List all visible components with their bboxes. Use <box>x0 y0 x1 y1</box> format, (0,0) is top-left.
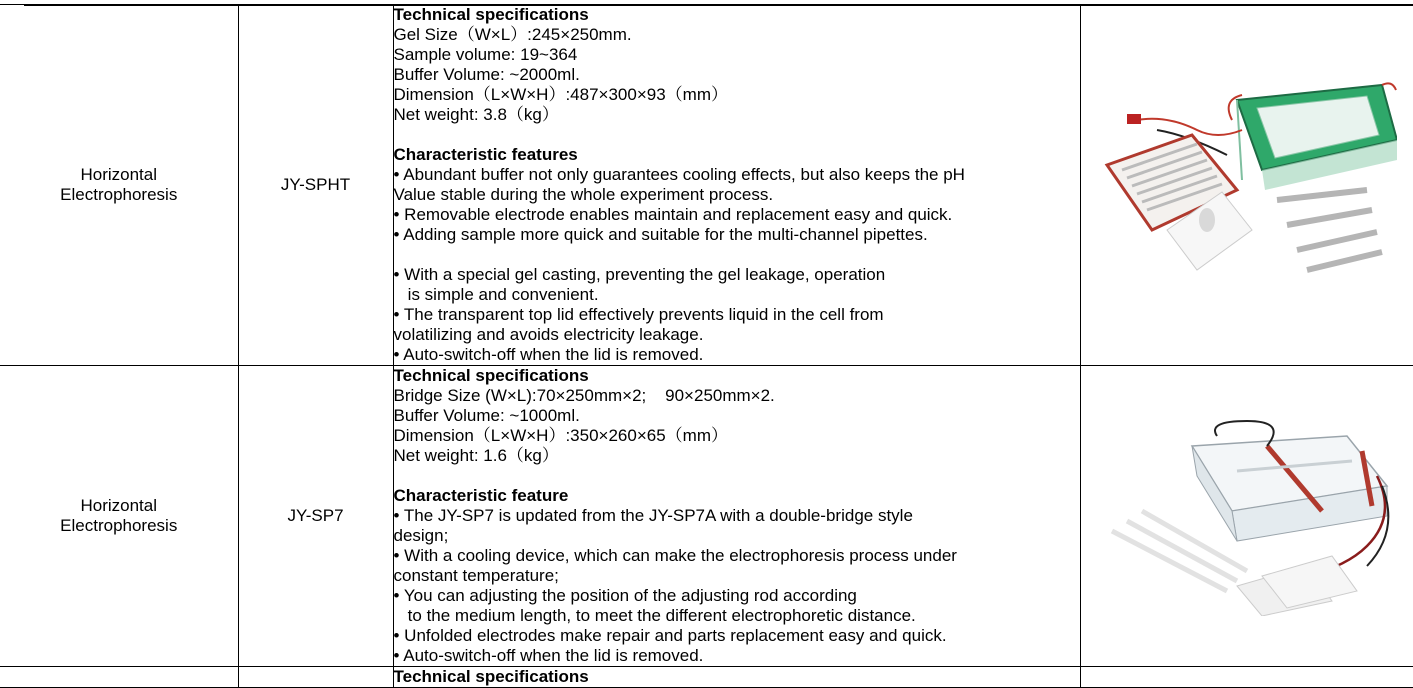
feature-line: • With a cooling device, which can make the electrophoresis process under <box>393 546 957 565</box>
feature-line: • Adding sample more quick and suitable for the multi-channel pipettes. <box>393 225 928 244</box>
feature-line: • The JY-SP7 is updated from the JY-SP7A with a double-bridge style <box>393 506 913 525</box>
product-name: Horizontal Electrophoresis <box>60 165 178 204</box>
product-name-cell <box>0 5 238 366</box>
spec-line: Dimension（L×W×H）:487×300×93（mm） <box>393 85 728 104</box>
spec-line: Sample volume: 19~364 <box>393 45 578 64</box>
feature-line: to the medium length, to meet the different electrophoretic distance. <box>393 606 916 625</box>
feature-line: • Auto-switch-off when the lid is removed. <box>393 646 704 665</box>
spec-heading: Technical specifications <box>393 5 589 24</box>
model-number: JY-SPHT <box>280 175 351 194</box>
table-row <box>0 667 1413 688</box>
model-cell <box>238 366 393 667</box>
electrophoresis-tank-photo <box>1097 80 1397 290</box>
spec-heading: Technical specifications <box>393 366 589 385</box>
product-photo-cell <box>1080 667 1413 688</box>
feature-line: volatilizing and avoids electricity leakage. <box>393 325 704 344</box>
feature-line <box>394 245 1080 265</box>
product-name: Horizontal Electrophoresis <box>60 496 178 535</box>
product-name-cell <box>0 366 238 667</box>
product-name-cell <box>0 667 238 688</box>
description-cell <box>393 366 1080 667</box>
spec-line: Buffer Volume: ~1000ml. <box>393 406 580 425</box>
feature-line: design; <box>393 526 449 545</box>
model-number: JY-SP7 <box>287 506 344 525</box>
description-cell <box>393 5 1080 366</box>
spec-heading: Technical specifications <box>393 667 589 686</box>
table-row <box>0 5 1413 366</box>
feature-line: • Removable electrode enables maintain and replacement easy and quick. <box>393 205 953 224</box>
spec-line: Net weight: 3.8（kg） <box>393 105 559 124</box>
feature-line: constant temperature; <box>393 566 559 585</box>
feature-line: • The transparent top lid effectively prevents liquid in the cell from <box>393 305 884 324</box>
feature-line: • Unfolded electrodes make repair and parts replacement easy and quick. <box>393 626 947 645</box>
spec-line: Gel Size（W×L）:245×250mm. <box>393 25 632 44</box>
model-cell <box>238 667 393 688</box>
feature-line: • You can adjusting the position of the adjusting rod according <box>393 586 857 605</box>
model-cell <box>238 5 393 366</box>
spec-line: Net weight: 1.6（kg） <box>393 446 559 465</box>
product-photo-cell <box>1080 5 1413 366</box>
product-photo-cell <box>1080 366 1413 667</box>
feature-line: • Abundant buffer not only guarantees cooling effects, but also keeps the pH <box>393 165 965 184</box>
feature-heading: Characteristic features <box>393 145 578 164</box>
table-row <box>0 366 1413 667</box>
feature-line: Value stable during the whole experiment process. <box>393 185 774 204</box>
electrophoresis-tank-photo <box>1097 416 1397 616</box>
feature-heading: Characteristic feature <box>393 486 569 505</box>
feature-line: • Auto-switch-off when the lid is removed. <box>393 345 704 364</box>
spec-line: Dimension（L×W×H）:350×260×65（mm） <box>393 426 728 445</box>
description-cell <box>393 667 1080 688</box>
spec-line: Bridge Size (W×L):70×250mm×2; 90×250mm×2. <box>393 386 775 405</box>
product-spec-table <box>0 4 1413 688</box>
feature-line: is simple and convenient. <box>393 285 599 304</box>
feature-line: • With a special gel casting, preventing the gel leakage, operation <box>393 265 886 284</box>
spec-line: Buffer Volume: ~2000ml. <box>393 65 580 84</box>
